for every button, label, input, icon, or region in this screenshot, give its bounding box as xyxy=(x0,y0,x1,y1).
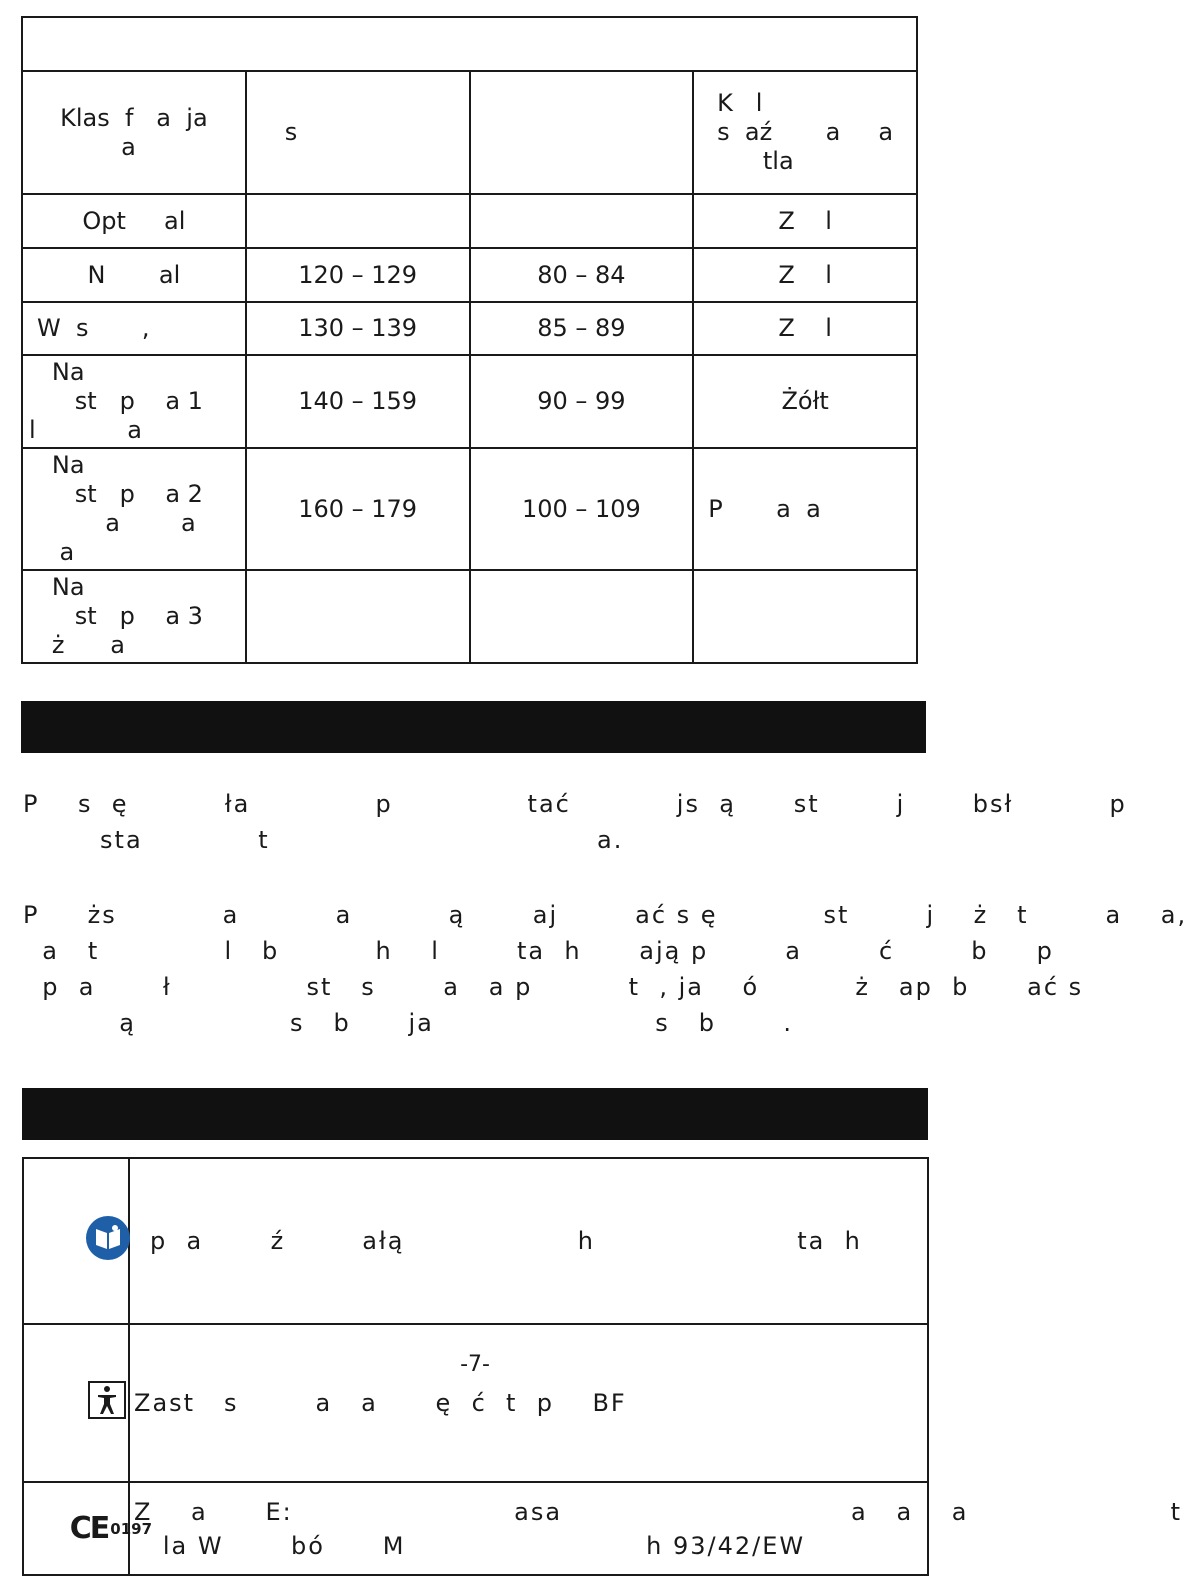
ce-letters: CE xyxy=(69,1511,109,1546)
bf-person-icon xyxy=(26,1397,125,1453)
header-classification: Klas f a ja a xyxy=(22,71,246,194)
table-row xyxy=(22,302,917,355)
row-color: P a a xyxy=(693,448,917,570)
page-number: -7- xyxy=(460,1352,490,1377)
paragraph: P s ę ła p tać js ą st j bsł p sta t a. xyxy=(23,790,1127,854)
ce-notified-body-number: 0197 xyxy=(110,1519,153,1538)
row-systolic: 140 – 159 xyxy=(246,355,470,448)
table-title xyxy=(22,17,917,71)
row-color: Żółt xyxy=(693,355,917,448)
table-row xyxy=(22,448,917,570)
icon-cell xyxy=(23,1324,129,1482)
section-header-bar xyxy=(21,701,926,753)
row-systolic: 120 – 129 xyxy=(246,248,470,302)
row-category: Na st p a 2 a a a xyxy=(22,448,246,570)
section-header-bar xyxy=(22,1088,928,1140)
symbol-row xyxy=(23,1482,928,1575)
row-systolic xyxy=(246,194,470,248)
row-diastolic: 90 – 99 xyxy=(470,355,694,448)
row-category: Na st p a 3 ż a xyxy=(22,570,246,663)
icon-cell xyxy=(23,1158,129,1324)
row-systolic: 130 – 139 xyxy=(246,302,470,355)
header-systolic: s xyxy=(246,71,470,194)
table-row xyxy=(22,194,917,248)
icon-cell xyxy=(23,1482,153,1575)
header-color: K l s aź a a tla xyxy=(693,71,917,194)
row-diastolic: 85 – 89 xyxy=(470,302,694,355)
row-category: N al xyxy=(22,248,246,302)
row-color xyxy=(693,570,917,663)
symbol-description: p a ź ałą h ta h xyxy=(129,1158,928,1324)
manual-icon xyxy=(24,1239,131,1295)
row-color: Z l xyxy=(693,248,917,302)
row-color: Z l xyxy=(693,302,917,355)
row-color: Z l xyxy=(693,194,917,248)
row-diastolic: 80 – 84 xyxy=(470,248,694,302)
symbol-description: Zast s a a ę ć t p BF xyxy=(129,1324,928,1482)
symbol-description: Z a E: asa a a a t la W bó M h 93/42/EW xyxy=(129,1482,928,1575)
row-systolic xyxy=(246,570,470,663)
header-diastolic xyxy=(470,71,694,194)
table-row xyxy=(22,248,917,302)
row-diastolic: 100 – 109 xyxy=(470,448,694,570)
row-category: W s , xyxy=(22,302,246,355)
paragraph: P żs a a ą aj ać s ę st j ż t a a, a t l b h l ta h ają p a ć b p p a ł st s a a p t , ja ó ż ap b ać s ą s b ja s b . xyxy=(23,901,1187,1037)
table-row xyxy=(22,355,917,448)
row-diastolic xyxy=(470,194,694,248)
row-diastolic xyxy=(470,570,694,663)
row-category: Na st p a 1 l a xyxy=(22,355,246,448)
table-row xyxy=(22,570,917,663)
symbol-row xyxy=(23,1324,928,1482)
row-systolic: 160 – 179 xyxy=(246,448,470,570)
classification-table xyxy=(21,16,918,664)
row-category: Opt al xyxy=(22,194,246,248)
symbol-row xyxy=(23,1158,928,1324)
